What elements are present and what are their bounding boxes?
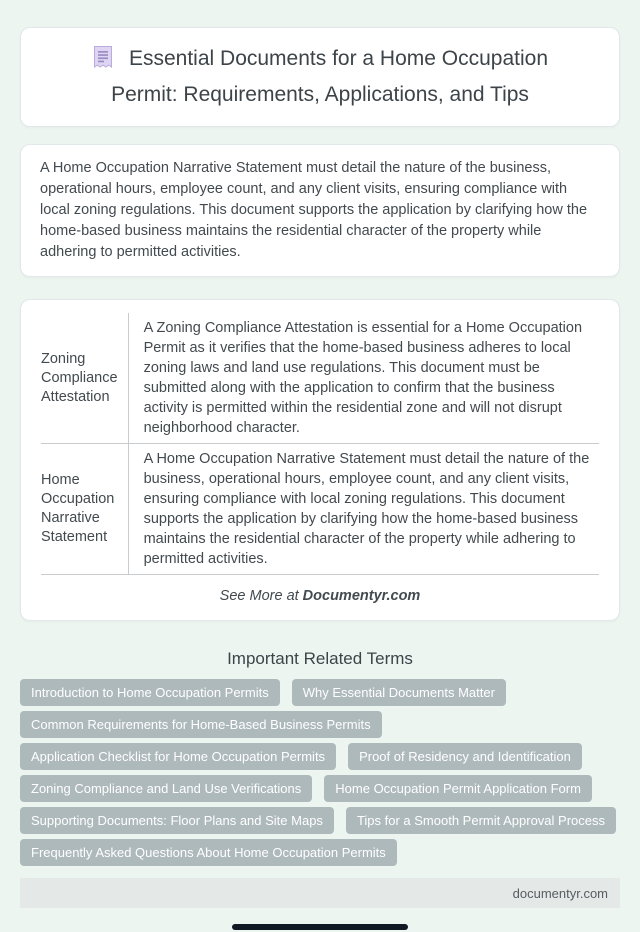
title-card [20,27,620,127]
related-term-tag[interactable]: Tips for a Smooth Permit Approval Process [346,807,616,834]
related-term-tag[interactable]: Supporting Documents: Floor Plans and Site Maps [20,807,334,834]
related-term-tag[interactable]: Proof of Residency and Identification [348,743,582,770]
related-term-tag[interactable]: Introduction to Home Occupation Permits [20,679,280,706]
documents-table-body [41,313,599,575]
related-terms-heading: Important Related Terms [227,649,413,668]
documents-table [41,313,599,575]
documents-table-card [20,299,620,621]
footer-site-link[interactable]: documentyr.com [512,885,608,901]
document-term: Zoning Compliance Attestation [41,313,128,444]
related-term-tag[interactable]: Common Requirements for Home-Based Business Permits [20,711,382,738]
footer-bar [20,878,620,908]
related-term-tag[interactable]: Frequently Asked Questions About Home Occupation Permits [20,839,397,866]
related-term-tag[interactable]: Application Checklist for Home Occupation Permits [20,743,336,770]
table-row [41,444,599,575]
document-description: A Zoning Compliance Attestation is essential for a Home Occupation Permit as it verifies that the home-based business adheres to local zoning laws and land use regulations. This document must be submitted along with the application to confirm that the business activity is permitted within the residential zone and will not disrupt neighborhood character. [128,313,599,444]
related-terms-list [20,679,620,866]
related-term-tag[interactable]: Home Occupation Permit Application Form [324,775,592,802]
intro-paragraph: A Home Occupation Narrative Statement must detail the nature of the business, operational hours, employee count, and any client visits, ensuring compliance with local zoning regulations. This document supports the application by clarifying how the home-based business maintains the residential character of the property while adhering to permitted activities. [40,160,588,260]
see-more-line [41,588,599,604]
see-more-site-link[interactable]: Documentyr.com [302,588,421,604]
document-description: A Home Occupation Narrative Statement must detail the nature of the business, operational hours, employee count, and any client visits, ensuring compliance with local zoning regulations. This document supports the application by clarifying how the home-based business maintains the residential character of the property while adhering to permitted activities. [128,444,599,575]
related-term-tag[interactable]: Why Essential Documents Matter [292,679,506,706]
receipt-icon [92,45,114,80]
document-term: Home Occupation Narrative Statement [41,444,128,575]
home-indicator-bar [232,924,408,930]
page-title-text: Essential Documents for a Home Occupation Permit: Requirements, Applications, and Tips [111,47,549,106]
related-term-tag[interactable]: Zoning Compliance and Land Use Verifications [20,775,312,802]
intro-card [20,144,620,277]
see-more-text: See More at [219,588,299,604]
page-title [69,44,571,110]
table-row [41,313,599,444]
